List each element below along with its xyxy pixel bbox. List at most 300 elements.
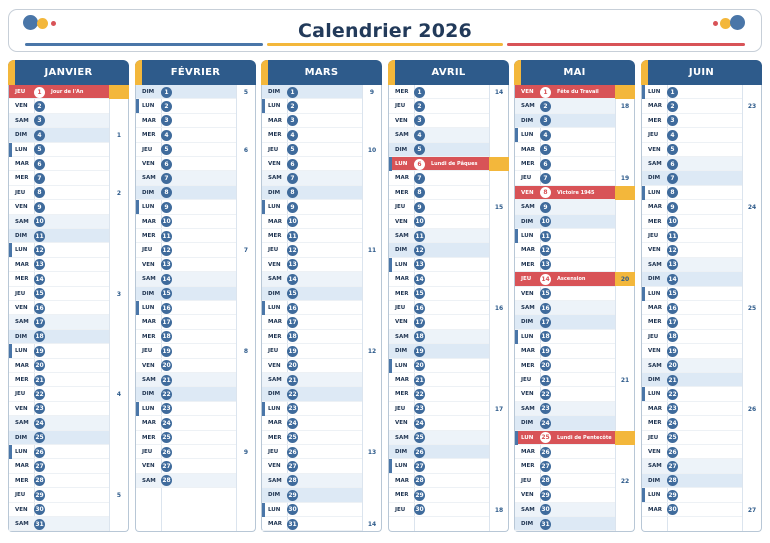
day-row[interactable]	[389, 272, 489, 286]
weekday-label: JEU	[395, 305, 406, 311]
day-row[interactable]	[136, 315, 236, 329]
day-row[interactable]	[515, 387, 615, 401]
weekday-label: LUN	[142, 305, 155, 311]
day-row[interactable]	[262, 344, 362, 358]
day-row[interactable]	[9, 503, 109, 517]
day-number-badge: 24	[35, 419, 44, 427]
day-row[interactable]	[389, 344, 489, 358]
day-row[interactable]	[136, 272, 236, 286]
day-row[interactable]	[515, 171, 615, 185]
weekday-label: MER	[395, 492, 409, 499]
day-row[interactable]	[262, 315, 362, 329]
day-number-badge: 2	[414, 101, 425, 112]
weekday-label: SAM	[395, 233, 409, 239]
week-number: 18	[494, 506, 504, 514]
day-number-badge: 21	[162, 376, 171, 384]
calendar-header	[8, 9, 762, 52]
day-row[interactable]	[262, 416, 362, 430]
weekday-label: VEN	[521, 89, 534, 95]
weekday-label: SAM	[521, 305, 535, 311]
month-days	[8, 85, 129, 532]
day-number-badge: 13	[162, 261, 171, 269]
weekday-label: LUN	[648, 89, 661, 95]
weekday-label: DIM	[648, 477, 661, 484]
day-row[interactable]	[642, 143, 742, 157]
weekday-label: DIM	[268, 290, 281, 297]
day-number-badge: 4	[161, 130, 172, 141]
day-row[interactable]	[262, 330, 362, 344]
weekday-label: LUN	[268, 204, 281, 211]
weekday-label: DIM	[521, 420, 534, 427]
day-row[interactable]	[515, 99, 615, 113]
day-row[interactable]	[642, 459, 742, 473]
holiday-row[interactable]	[515, 272, 615, 286]
weekday-label: LUN	[268, 405, 281, 412]
month-days	[388, 85, 509, 532]
day-row[interactable]	[136, 359, 236, 373]
day-row[interactable]	[9, 359, 109, 373]
day-row[interactable]	[262, 128, 362, 142]
day-row[interactable]	[515, 459, 615, 473]
day-row[interactable]	[262, 258, 362, 272]
day-row[interactable]	[136, 258, 236, 272]
day-number-badge: 23	[162, 405, 171, 413]
day-row[interactable]	[262, 373, 362, 387]
day-row[interactable]	[9, 143, 109, 157]
day-row[interactable]	[262, 85, 362, 99]
day-row[interactable]	[642, 85, 742, 99]
day-row[interactable]	[9, 243, 109, 257]
day-row[interactable]	[389, 387, 489, 401]
day-row[interactable]	[136, 99, 236, 113]
day-row[interactable]	[9, 402, 109, 416]
day-row[interactable]	[9, 431, 109, 445]
weekday-label: DIM	[142, 391, 155, 398]
day-row[interactable]	[515, 200, 615, 214]
day-number-badge: 13	[35, 261, 44, 269]
day-row[interactable]	[515, 416, 615, 430]
day-row[interactable]	[136, 128, 236, 142]
day-number-badge: 22	[415, 390, 424, 398]
day-row[interactable]	[642, 287, 742, 301]
day-row[interactable]	[262, 459, 362, 473]
week-number: 14	[494, 89, 504, 96]
day-row[interactable]	[389, 85, 489, 99]
day-row[interactable]	[642, 258, 742, 272]
day-row[interactable]	[515, 330, 615, 344]
day-row[interactable]	[515, 344, 615, 358]
day-row[interactable]	[389, 258, 489, 272]
day-number-badge: 8	[667, 187, 678, 198]
weekday-label: MAR	[521, 449, 535, 455]
weekday-label: DIM	[15, 333, 28, 340]
day-row[interactable]	[9, 114, 109, 128]
day-row[interactable]	[515, 503, 615, 517]
day-row[interactable]	[642, 301, 742, 315]
day-row[interactable]	[642, 243, 742, 257]
day-row[interactable]	[515, 315, 615, 329]
decor-dot-blue-right	[730, 15, 745, 30]
week-number: 17	[494, 405, 504, 413]
day-row[interactable]	[9, 315, 109, 329]
day-number-badge: 9	[161, 202, 172, 213]
weekday-label: VEN	[268, 463, 281, 470]
week-start-marker	[389, 258, 392, 272]
day-row[interactable]	[642, 128, 742, 142]
day-row[interactable]	[136, 474, 236, 488]
week-number: 14	[367, 521, 377, 528]
day-row[interactable]	[389, 431, 489, 445]
day-row[interactable]	[515, 243, 615, 257]
day-row[interactable]	[515, 445, 615, 459]
day-row[interactable]	[262, 243, 362, 257]
day-number-badge: 4	[414, 130, 425, 141]
day-row[interactable]	[389, 416, 489, 430]
day-number-badge: 21	[35, 376, 44, 384]
day-row[interactable]	[642, 503, 742, 517]
day-row[interactable]	[9, 445, 109, 459]
day-row[interactable]	[9, 474, 109, 488]
weekday-label: JEU	[648, 132, 659, 139]
day-number-badge: 24	[162, 419, 171, 427]
holiday-name: Lundi de Pentecôte	[557, 434, 612, 441]
weekday-label: LUN	[15, 146, 28, 153]
day-row[interactable]	[262, 99, 362, 113]
day-row[interactable]	[389, 99, 489, 113]
day-row[interactable]	[642, 373, 742, 387]
day-row[interactable]	[515, 373, 615, 387]
day-row[interactable]	[642, 99, 742, 113]
day-row[interactable]	[389, 128, 489, 142]
day-row[interactable]	[136, 387, 236, 401]
weekday-label: MAR	[521, 146, 535, 153]
day-row[interactable]	[515, 488, 615, 502]
weekday-label: VEN	[15, 506, 28, 513]
day-row[interactable]	[136, 114, 236, 128]
month-header	[8, 60, 129, 85]
day-row[interactable]	[642, 431, 742, 445]
day-row[interactable]	[9, 215, 109, 229]
day-row[interactable]	[9, 186, 109, 200]
day-row[interactable]	[389, 488, 489, 502]
day-row[interactable]	[136, 431, 236, 445]
day-row[interactable]	[642, 272, 742, 286]
day-row[interactable]	[642, 402, 742, 416]
week-number: 9	[369, 89, 375, 96]
day-row[interactable]	[389, 315, 489, 329]
day-number-badge: 26	[288, 448, 297, 456]
weekday-label: MER	[521, 161, 535, 167]
day-row[interactable]	[389, 445, 489, 459]
day-row[interactable]	[262, 229, 362, 243]
day-row[interactable]	[136, 344, 236, 358]
weekday-label: MER	[142, 333, 156, 340]
day-row[interactable]	[642, 330, 742, 344]
weekday-label: VEN	[268, 161, 281, 167]
day-row[interactable]	[9, 287, 109, 301]
day-row[interactable]	[389, 114, 489, 128]
weekday-label: MAR	[521, 247, 535, 254]
day-row[interactable]	[9, 459, 109, 473]
day-number-badge: 9	[540, 202, 551, 213]
weekday-label: MER	[648, 420, 662, 427]
week-start-marker	[389, 359, 392, 373]
day-row[interactable]	[389, 215, 489, 229]
day-row[interactable]	[9, 99, 109, 113]
day-row[interactable]	[136, 143, 236, 157]
day-row[interactable]	[389, 402, 489, 416]
weekday-label: MAR	[648, 204, 662, 211]
day-row[interactable]	[642, 229, 742, 243]
day-row[interactable]	[515, 128, 615, 142]
day-row[interactable]	[389, 459, 489, 473]
day-row[interactable]	[262, 287, 362, 301]
weekday-label: MER	[142, 132, 156, 139]
day-row[interactable]	[9, 171, 109, 185]
day-row[interactable]	[262, 402, 362, 416]
day-row[interactable]	[9, 258, 109, 272]
weekday-label: VEN	[142, 161, 155, 167]
day-number-badge: 8	[540, 187, 551, 198]
day-row[interactable]	[136, 301, 236, 315]
weekday-label: MAR	[268, 521, 282, 527]
week-number: 25	[747, 305, 757, 312]
day-row[interactable]	[262, 200, 362, 214]
day-row[interactable]	[642, 416, 742, 430]
day-row[interactable]	[262, 387, 362, 401]
day-number-badge: 4	[287, 130, 298, 141]
weekday-label: MAR	[142, 319, 156, 326]
day-row[interactable]	[136, 229, 236, 243]
weekday-label: MER	[15, 276, 29, 283]
day-number-badge: 11	[415, 232, 424, 240]
day-row[interactable]	[262, 503, 362, 517]
day-row[interactable]	[642, 387, 742, 401]
day-row[interactable]	[389, 229, 489, 243]
day-number-badge: 15	[35, 290, 44, 298]
day-row[interactable]	[389, 171, 489, 185]
day-row[interactable]	[389, 330, 489, 344]
day-row[interactable]	[642, 215, 742, 229]
day-row[interactable]	[9, 373, 109, 387]
day-row[interactable]	[136, 157, 236, 171]
month-days	[261, 85, 382, 532]
day-number-badge: 5	[34, 144, 45, 155]
week-start-marker	[515, 229, 518, 243]
day-row[interactable]	[9, 157, 109, 171]
day-row[interactable]	[642, 186, 742, 200]
day-row[interactable]	[389, 359, 489, 373]
day-row[interactable]	[262, 157, 362, 171]
day-number-badge: 23	[415, 405, 424, 413]
day-row[interactable]	[515, 114, 615, 128]
weekday-label: VEN	[521, 391, 534, 398]
day-number-badge: 15	[415, 290, 424, 298]
day-number-badge: 13	[668, 261, 677, 269]
day-number-badge: 14	[35, 275, 44, 283]
day-number-badge: 26	[541, 448, 550, 456]
weekday-label: DIM	[142, 189, 155, 196]
day-row[interactable]	[515, 359, 615, 373]
day-row[interactable]	[389, 301, 489, 315]
day-row[interactable]	[262, 186, 362, 200]
weekday-label: MER	[521, 362, 535, 369]
day-row[interactable]	[136, 416, 236, 430]
weekday-label: MER	[648, 218, 662, 225]
day-row[interactable]	[9, 128, 109, 142]
day-row[interactable]	[262, 171, 362, 185]
month-header-tab	[514, 60, 521, 85]
day-row[interactable]	[389, 243, 489, 257]
weekday-label: DIM	[142, 290, 155, 297]
day-row[interactable]	[515, 287, 615, 301]
weekday-label: DIM	[268, 391, 281, 398]
day-row[interactable]	[389, 373, 489, 387]
week-start-marker	[515, 431, 518, 445]
day-number-badge: 4	[667, 130, 678, 141]
day-row[interactable]	[9, 344, 109, 358]
day-row[interactable]	[9, 301, 109, 315]
weekday-label: JEU	[521, 175, 532, 182]
day-row[interactable]	[642, 445, 742, 459]
day-row[interactable]	[9, 229, 109, 243]
day-row[interactable]	[642, 200, 742, 214]
day-row[interactable]	[642, 114, 742, 128]
week-start-marker	[642, 488, 645, 502]
day-row[interactable]	[9, 272, 109, 286]
day-row[interactable]	[262, 488, 362, 502]
day-row[interactable]	[389, 186, 489, 200]
day-row[interactable]	[389, 474, 489, 488]
weekday-label: MER	[648, 117, 662, 124]
weekday-label: JEU	[15, 492, 26, 499]
holiday-row[interactable]	[515, 85, 615, 99]
weekday-label: SAM	[15, 319, 29, 326]
day-row[interactable]	[642, 344, 742, 358]
day-row[interactable]	[642, 171, 742, 185]
day-row[interactable]	[136, 243, 236, 257]
week-start-marker	[262, 200, 265, 214]
week-number: 5	[243, 89, 249, 96]
week-start-marker	[642, 287, 645, 301]
day-row[interactable]	[642, 359, 742, 373]
weekday-label: SAM	[268, 477, 282, 484]
holiday-row[interactable]	[389, 157, 489, 171]
day-number-badge: 6	[161, 159, 172, 170]
day-row[interactable]	[262, 114, 362, 128]
day-row[interactable]	[136, 287, 236, 301]
week-start-marker	[515, 330, 518, 344]
day-row[interactable]	[9, 416, 109, 430]
holiday-row[interactable]	[9, 85, 109, 99]
day-row[interactable]	[136, 200, 236, 214]
weekday-label: JEU	[521, 377, 532, 383]
month-name: JUIN	[688, 67, 715, 78]
day-number-badge: 30	[668, 506, 677, 514]
day-row[interactable]	[262, 445, 362, 459]
day-row[interactable]	[9, 488, 109, 502]
weekday-label: SAM	[648, 362, 662, 369]
day-row[interactable]	[642, 157, 742, 171]
day-row[interactable]	[642, 488, 742, 502]
day-row[interactable]	[136, 215, 236, 229]
day-row[interactable]	[136, 373, 236, 387]
day-number-badge: 10	[541, 218, 550, 226]
month-header-tab	[8, 60, 15, 85]
weekday-label: MAR	[395, 175, 409, 182]
week-number: 9	[243, 449, 249, 456]
day-row[interactable]	[515, 517, 615, 531]
day-row[interactable]	[515, 215, 615, 229]
weekday-label: VEN	[268, 261, 281, 268]
weekday-label: SAM	[521, 103, 535, 110]
weekday-label: LUN	[521, 233, 534, 239]
day-row[interactable]	[136, 171, 236, 185]
day-row[interactable]	[136, 402, 236, 416]
day-row[interactable]	[136, 330, 236, 344]
day-row[interactable]	[9, 330, 109, 344]
day-number-badge: 17	[162, 318, 171, 326]
holiday-row[interactable]	[515, 431, 615, 445]
day-number-badge: 8	[287, 187, 298, 198]
day-row[interactable]	[389, 143, 489, 157]
day-row[interactable]	[262, 272, 362, 286]
day-row[interactable]	[515, 474, 615, 488]
day-row[interactable]	[136, 459, 236, 473]
day-row[interactable]	[136, 445, 236, 459]
day-row[interactable]	[136, 85, 236, 99]
day-row[interactable]	[389, 503, 489, 517]
day-row[interactable]	[389, 287, 489, 301]
day-row[interactable]	[515, 143, 615, 157]
weekday-label: JEU	[15, 391, 26, 398]
day-number-badge: 5	[414, 144, 425, 155]
day-row[interactable]	[642, 315, 742, 329]
day-row[interactable]	[262, 359, 362, 373]
day-number-badge: 13	[541, 261, 550, 269]
day-row[interactable]	[9, 517, 109, 531]
holiday-row[interactable]	[515, 186, 615, 200]
day-row[interactable]	[642, 474, 742, 488]
day-row[interactable]	[262, 431, 362, 445]
day-row[interactable]	[9, 387, 109, 401]
day-row[interactable]	[262, 143, 362, 157]
day-number-badge: 16	[288, 304, 297, 312]
day-row[interactable]	[515, 229, 615, 243]
weekday-label: DIM	[395, 247, 408, 254]
day-row[interactable]	[389, 200, 489, 214]
day-row[interactable]	[9, 200, 109, 214]
day-row[interactable]	[515, 301, 615, 315]
day-row[interactable]	[262, 215, 362, 229]
day-number-badge: 9	[414, 202, 425, 213]
day-number-badge: 7	[287, 173, 298, 184]
day-row[interactable]	[515, 402, 615, 416]
title-underline-red	[507, 43, 745, 46]
title-underline-yellow	[267, 43, 503, 46]
day-row[interactable]	[262, 517, 362, 531]
day-row[interactable]	[136, 186, 236, 200]
day-row[interactable]	[262, 301, 362, 315]
day-row[interactable]	[515, 157, 615, 171]
day-number-badge: 16	[415, 304, 424, 312]
day-number-badge: 5	[667, 144, 678, 155]
weekday-label: LUN	[521, 132, 534, 139]
day-number-badge: 6	[667, 159, 678, 170]
day-row[interactable]	[515, 258, 615, 272]
weekday-label: JEU	[521, 477, 532, 484]
day-row[interactable]	[262, 474, 362, 488]
